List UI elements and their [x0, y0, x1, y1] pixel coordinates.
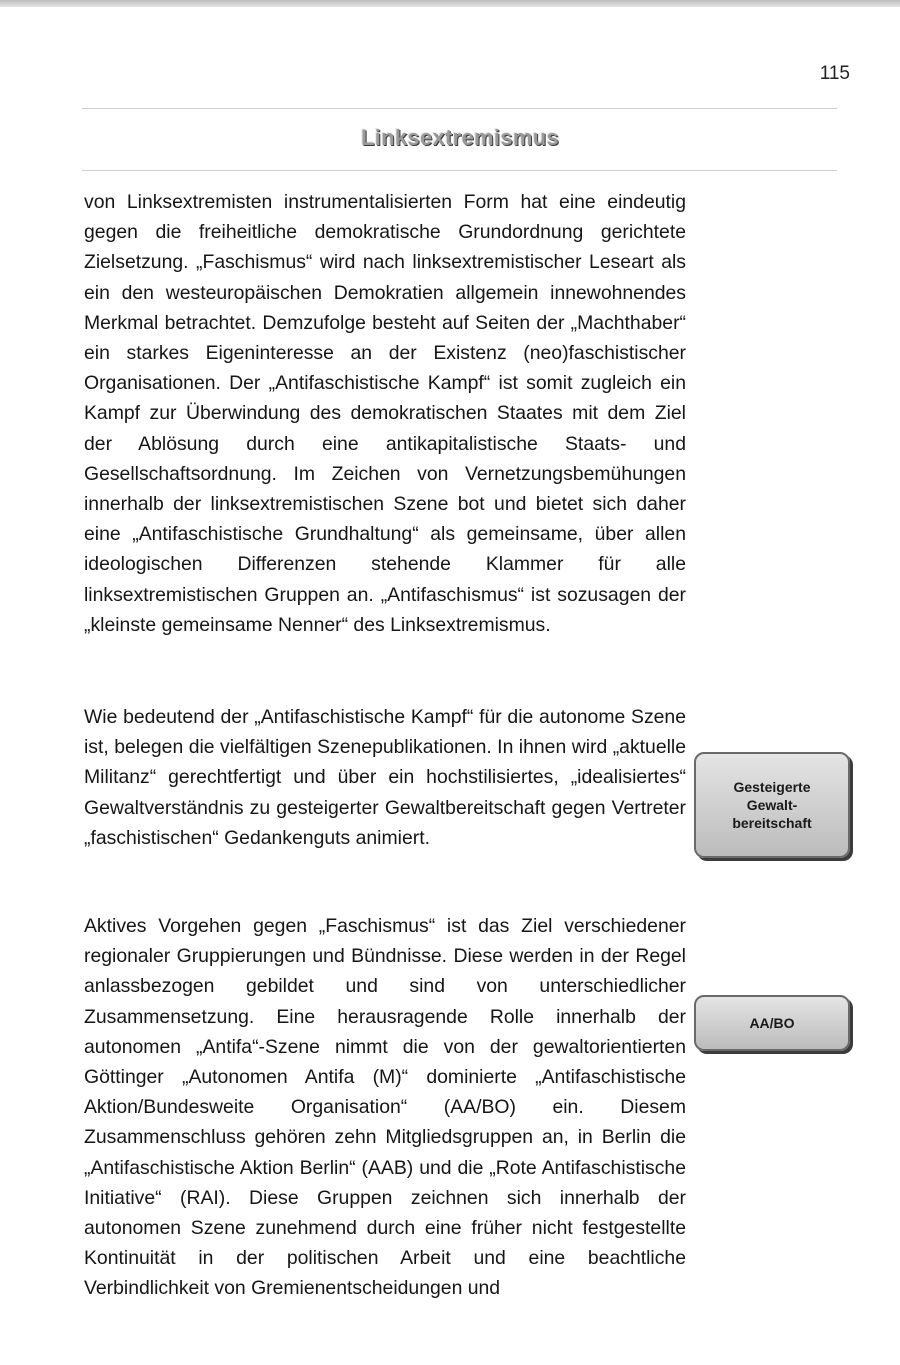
paragraph-1 — [84, 187, 686, 640]
margin-note-gewaltbereitschaft — [694, 752, 850, 858]
header-rule-bottom — [82, 170, 837, 171]
paragraph-text: von Linksextremisten instrumentalisierten Form hat eine eindeutig gegen die freiheitliche demokratische Grundordnung gerichtete Zielsetzung. „Faschismus“ wird nach linksextremistischer Leseart als ein den westeuropäischen Demokratien allgemein innewohnendes Merkmal betrachtet. Demzufolge besteht auf Seiten der „Machthaber“ ein starkes Eigeninteresse an der Existenz (neo)faschistischer Organisationen. Der „Antifaschistische Kampf“ ist somit zugleich ein Kampf zur Überwindung des demokratischen Staates mit dem Ziel der Ablösung durch eine antikapitalistische Staats- und Gesellschaftsordnung. Im Zeichen von Vernetzungsbemühungen innerhalb der linksextremistischen Szene bot und bietet sich daher eine „Antifaschistische Grundhaltung“ als gemeinsame, über allen ideologischen Differenzen stehende Klammer für alle linksextremistischen Gruppen an. „Antifaschismus“ ist sozusagen der „kleinste gemeinsame Nenner“ des Linksextremismus. — [84, 191, 686, 636]
paragraph-3 — [84, 911, 686, 1304]
page-edge-shadow — [0, 0, 900, 7]
paragraph-2 — [84, 702, 686, 853]
paragraph-text: Wie bedeutend der „Antifaschistische Kampf“ für die autonome Szene ist, belegen die vielfältigen Szenepublikationen. In ihnen wird „aktuelle Militanz“ gerechtfertigt und über ein hochstilisiertes, „idealisiertes“ Gewaltverständnis zu gesteigerter Gewaltbereitschaft gegen Vertreter „faschistischen“ Gedankenguts animiert. — [84, 706, 686, 849]
paragraph-text: Aktives Vorgehen gegen „Faschismus“ ist das Ziel verschiedener regionaler Gruppierungen und Bündnisse. Diese werden in der Regel anlassbezogen gebildet und sind von unterschiedlicher Zusammensetzung. Eine herausragende Rolle innerhalb der autonomen „Antifa“-Szene nimmt die von der gewaltorientierten Göttinger „Autonomen Antifa (M)“ dominierte „Antifaschistische Aktion/Bundesweite Organisation“ (AA/BO) ein. Diesem Zusammenschluss gehören zehn Mitgliedsgruppen an, in Berlin die „Antifaschistische Aktion Berlin“ (AAB) und die „Rote Antifaschistische Initiative“ (RAI). Diese Gruppen zeichnen sich innerhalb der autonomen Szene zunehmend durch eine früher nicht festgestellte Kontinuität in der politischen Arbeit und eine beachtliche Verbindlichkeit von Gremienentscheidungen und — [84, 915, 686, 1300]
margin-note-aabo — [694, 995, 850, 1051]
margin-note-label: AA/BO — [749, 1015, 795, 1031]
margin-note-label: Gesteigerte Gewalt- bereitschaft — [732, 779, 812, 831]
running-header-title: Linksextremismus — [361, 125, 559, 150]
header-rule-top — [82, 108, 837, 109]
page-number: 115 — [819, 63, 850, 84]
